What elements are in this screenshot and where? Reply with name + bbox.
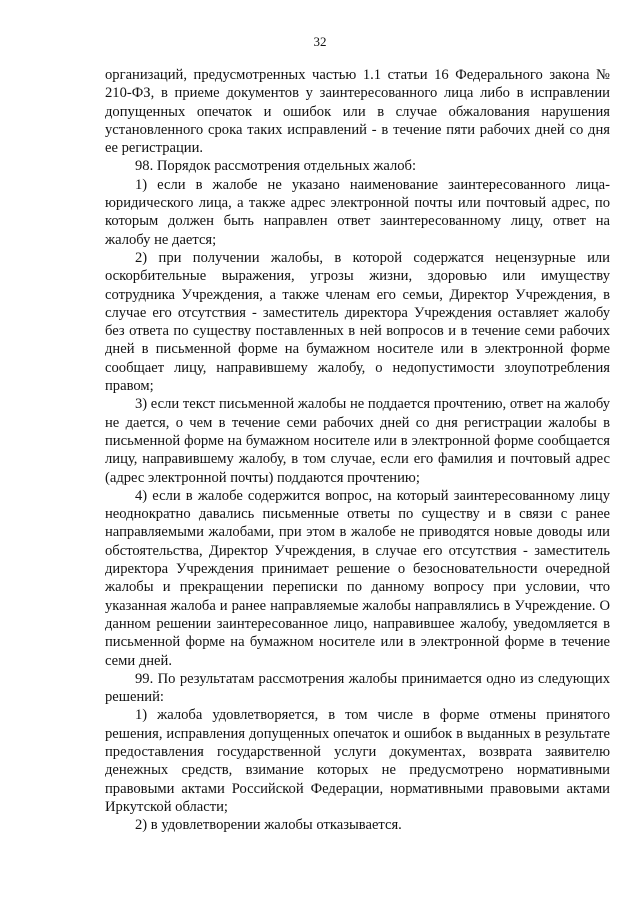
paragraph-item-4: 4) если в жалобе содержится вопрос, на который заинтересованному лицу неоднократно давались письменные ответы по существу и в связи с ранее направляемыми жалобами, при этом в жалобе не приводятся новые доводы или обстоятельства, Директор Учреждения, в случае его отсутствия - заместитель директора Учреждения принимает решение о безосновательности очередной жалобы и прекращении переписки по данному вопросу при условии, что указанная жалоба и ранее направляемые жалобы направлялись в Учреждение. О данном решении заинтересованное лицо, направившее жалобу, уведомляется в письменной форме на бумажном носителе или в электронной форме в течение семи дней. [105,487,610,669]
paragraph-section-98-heading: 98. Порядок рассмотрения отдельных жалоб: [135,158,417,175]
paragraph-decision-1: 1) жалоба удовлетворяется, в том числе в форме отмены принятого решения, исправления допущенных опечаток и ошибок в выданных в результате предоставления государственной услуги документах, возврата заявителю денежных средств, взимание которых не предусмотрено нормативными правовыми актами Российской Федерации, нормативными правовыми актами Иркутской области; [105,707,610,815]
paragraph-item-2: 2) при получении жалобы, в которой содержатся нецензурные или оскорбительные выражения, угрозы жизни, здоровью или имуществу сотрудника Учреждения, а также членам его семьи, Директор Учреждения, в случае его отсутствия - заместитель директора Учреждения оставляет жалобу без ответа по существу поставленных в ней вопросов и в течение семи рабочих дней в письменной форме на бумажном носителе или в электронной форме сообщает лицу, направившему жалобу, о недопустимости злоупотребления правом; [105,249,610,395]
paragraph-item-3: 3) если текст письменной жалобы не поддается прочтению, ответ на жалобу не дается, о чем в течение семи рабочих дней со дня регистрации жалобы в письменной форме на бумажном носителе или в электронной форме сообщается лицу, направившему жалобу, в том случае, если его фамилия и почтовый адрес (адрес электронной почты) поддаются прочтению; [105,396,610,486]
paragraph-continuation: организаций, предусмотренных частью 1.1 статьи 16 Федерального закона № 210-ФЗ, в приеме документов у заинтересованного лица либо в исправлении допущенных опечаток и ошибок или в случае обжалования нарушения установленного срока таких исправлений - в течение пяти рабочих дней со дня ее регистрации. [105,67,610,157]
document-body [105,66,610,834]
paragraph-item-1: 1) если в жалобе не указано наименование заинтересованного лица-юридического лица, а также адрес электронной почты или почтовый адрес, по которым должен быть направлен ответ заинтересованному лицу, ответ на жалобу не дается; [105,176,610,248]
paragraph-decision-2: 2) в удовлетворении жалобы отказывается. [135,817,402,834]
paragraph-section-99-heading: 99. По результатам рассмотрения жалобы принимается одно из следующих решений: [105,670,610,706]
page-number: 32 [313,34,327,49]
